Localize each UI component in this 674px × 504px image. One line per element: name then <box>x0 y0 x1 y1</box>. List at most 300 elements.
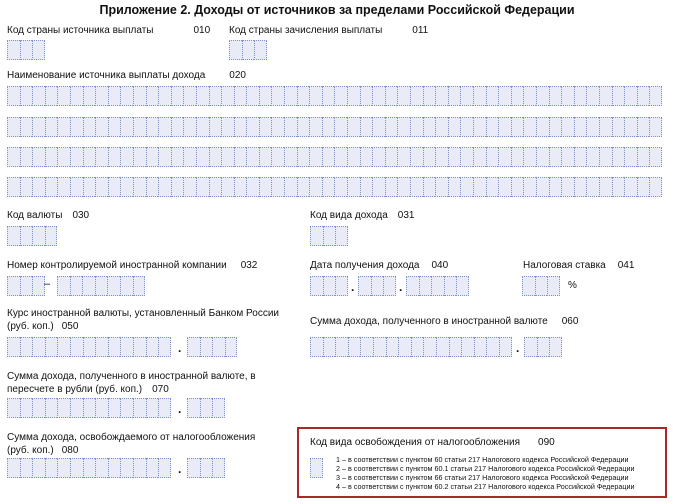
input-cell[interactable] <box>45 86 58 106</box>
input-cell[interactable] <box>574 117 587 137</box>
input-cell[interactable] <box>473 147 486 167</box>
input-cell[interactable] <box>183 117 196 137</box>
input-cell[interactable] <box>410 86 423 106</box>
input-cell[interactable] <box>70 86 83 106</box>
input-cell[interactable] <box>649 177 662 197</box>
input-cell[interactable] <box>7 40 20 60</box>
input-cell[interactable] <box>45 398 58 418</box>
input-cell[interactable] <box>385 117 398 137</box>
input-cell[interactable] <box>460 86 473 106</box>
input-cell[interactable] <box>120 337 133 357</box>
input-cell[interactable] <box>108 177 121 197</box>
input-cell[interactable] <box>120 458 133 478</box>
rub-amount-frac[interactable] <box>187 398 225 418</box>
input-cell[interactable] <box>183 147 196 167</box>
input-cell[interactable] <box>297 177 310 197</box>
input-cell[interactable] <box>444 276 457 296</box>
input-cell[interactable] <box>385 177 398 197</box>
tax-rate-input[interactable] <box>522 276 560 296</box>
input-cell[interactable] <box>209 177 222 197</box>
input-cell[interactable] <box>397 86 410 106</box>
input-cell[interactable] <box>196 147 209 167</box>
input-cell[interactable] <box>323 226 336 246</box>
input-cell[interactable] <box>187 337 200 357</box>
input-cell[interactable] <box>599 147 612 167</box>
input-cell[interactable] <box>536 177 549 197</box>
input-cell[interactable] <box>187 398 200 418</box>
input-cell[interactable] <box>371 276 384 296</box>
input-cell[interactable] <box>246 86 259 106</box>
input-cell[interactable] <box>297 86 310 106</box>
input-cell[interactable] <box>574 177 587 197</box>
input-cell[interactable] <box>45 147 58 167</box>
input-cell[interactable] <box>108 147 121 167</box>
input-cell[interactable] <box>423 86 436 106</box>
input-cell[interactable] <box>448 147 461 167</box>
input-cell[interactable] <box>586 117 599 137</box>
input-cell[interactable] <box>523 147 536 167</box>
input-cell[interactable] <box>70 398 83 418</box>
input-cell[interactable] <box>297 147 310 167</box>
input-cell[interactable] <box>32 398 45 418</box>
input-cell[interactable] <box>435 177 448 197</box>
input-cell[interactable] <box>271 147 284 167</box>
input-cell[interactable] <box>234 117 247 137</box>
input-cell[interactable] <box>183 86 196 106</box>
input-cell[interactable] <box>70 117 83 137</box>
input-cell[interactable] <box>259 147 272 167</box>
input-cell[interactable] <box>322 86 335 106</box>
input-cell[interactable] <box>242 40 255 60</box>
input-cell[interactable] <box>309 147 322 167</box>
input-cell[interactable] <box>448 117 461 137</box>
input-cell[interactable] <box>284 147 297 167</box>
input-cell[interactable] <box>108 398 121 418</box>
input-cell[interactable] <box>334 117 347 137</box>
input-cell[interactable] <box>612 117 625 137</box>
input-cell[interactable] <box>259 177 272 197</box>
input-cell[interactable] <box>347 86 360 106</box>
input-cell[interactable] <box>612 177 625 197</box>
input-cell[interactable] <box>561 177 574 197</box>
input-cell[interactable] <box>196 86 209 106</box>
input-cell[interactable] <box>32 40 45 60</box>
input-cell[interactable] <box>498 117 511 137</box>
source-name-row-2[interactable] <box>7 117 662 137</box>
input-cell[interactable] <box>20 458 33 478</box>
input-cell[interactable] <box>212 398 225 418</box>
input-cell[interactable] <box>133 117 146 137</box>
input-cell[interactable] <box>284 86 297 106</box>
input-cell[interactable] <box>348 337 361 357</box>
input-cell[interactable] <box>246 117 259 137</box>
input-cell[interactable] <box>536 117 549 137</box>
input-cell[interactable] <box>322 117 335 137</box>
input-cell[interactable] <box>70 276 83 296</box>
input-cell[interactable] <box>83 398 96 418</box>
input-cell[interactable] <box>406 276 419 296</box>
input-cell[interactable] <box>549 117 562 137</box>
input-cell[interactable] <box>461 337 474 357</box>
input-cell[interactable] <box>372 117 385 137</box>
input-cell[interactable] <box>70 177 83 197</box>
input-cell[interactable] <box>624 117 637 137</box>
input-cell[interactable] <box>383 276 396 296</box>
input-cell[interactable] <box>398 337 411 357</box>
input-cell[interactable] <box>83 177 96 197</box>
input-cell[interactable] <box>7 398 20 418</box>
input-cell[interactable] <box>45 226 58 246</box>
input-cell[interactable] <box>599 117 612 137</box>
input-cell[interactable] <box>221 86 234 106</box>
input-cell[interactable] <box>32 276 45 296</box>
input-cell[interactable] <box>95 117 108 137</box>
input-cell[interactable] <box>32 337 45 357</box>
input-cell[interactable] <box>95 398 108 418</box>
input-cell[interactable] <box>473 86 486 106</box>
input-cell[interactable] <box>20 226 33 246</box>
input-cell[interactable] <box>146 337 159 357</box>
input-cell[interactable] <box>473 177 486 197</box>
input-cell[interactable] <box>347 177 360 197</box>
input-cell[interactable] <box>221 147 234 167</box>
input-cell[interactable] <box>536 147 549 167</box>
cfc-number-part1[interactable] <box>7 276 45 296</box>
input-cell[interactable] <box>523 117 536 137</box>
input-cell[interactable] <box>637 117 650 137</box>
input-cell[interactable] <box>158 86 171 106</box>
input-cell[interactable] <box>83 337 96 357</box>
input-cell[interactable] <box>158 117 171 137</box>
input-cell[interactable] <box>171 86 184 106</box>
input-cell[interactable] <box>120 147 133 167</box>
input-cell[interactable] <box>423 147 436 167</box>
input-cell[interactable] <box>120 86 133 106</box>
input-cell[interactable] <box>536 86 549 106</box>
input-cell[interactable] <box>45 117 58 137</box>
input-cell[interactable] <box>360 117 373 137</box>
input-cell[interactable] <box>435 117 448 137</box>
input-cell[interactable] <box>32 458 45 478</box>
input-cell[interactable] <box>309 177 322 197</box>
input-cell[interactable] <box>397 117 410 137</box>
input-cell[interactable] <box>448 177 461 197</box>
input-cell[interactable] <box>498 147 511 167</box>
input-cell[interactable] <box>200 398 213 418</box>
input-cell[interactable] <box>200 337 213 357</box>
input-cell[interactable] <box>209 86 222 106</box>
input-cell[interactable] <box>649 117 662 137</box>
input-cell[interactable] <box>310 458 323 478</box>
input-cell[interactable] <box>310 226 323 246</box>
input-cell[interactable] <box>133 458 146 478</box>
input-cell[interactable] <box>499 337 512 357</box>
input-cell[interactable] <box>20 276 33 296</box>
input-cell[interactable] <box>436 337 449 357</box>
input-cell[interactable] <box>57 458 70 478</box>
input-cell[interactable] <box>133 147 146 167</box>
exemption-code-input[interactable] <box>310 458 323 478</box>
input-cell[interactable] <box>511 117 524 137</box>
input-cell[interactable] <box>7 337 20 357</box>
input-cell[interactable] <box>334 177 347 197</box>
input-cell[interactable] <box>310 276 323 296</box>
input-cell[interactable] <box>212 458 225 478</box>
input-cell[interactable] <box>120 276 133 296</box>
input-cell[interactable] <box>423 177 436 197</box>
input-cell[interactable] <box>323 276 336 296</box>
input-cell[interactable] <box>234 86 247 106</box>
input-cell[interactable] <box>460 147 473 167</box>
input-cell[interactable] <box>83 458 96 478</box>
input-cell[interactable] <box>637 147 650 167</box>
input-cell[interactable] <box>498 86 511 106</box>
input-cell[interactable] <box>537 337 550 357</box>
income-type-input[interactable] <box>310 226 348 246</box>
input-cell[interactable] <box>549 177 562 197</box>
credit-country-input[interactable] <box>229 40 267 60</box>
input-cell[interactable] <box>7 458 20 478</box>
input-cell[interactable] <box>460 177 473 197</box>
input-cell[interactable] <box>20 40 33 60</box>
input-cell[interactable] <box>449 337 462 357</box>
input-cell[interactable] <box>146 86 159 106</box>
input-cell[interactable] <box>574 86 587 106</box>
input-cell[interactable] <box>57 337 70 357</box>
input-cell[interactable] <box>57 86 70 106</box>
input-cell[interactable] <box>32 117 45 137</box>
input-cell[interactable] <box>95 337 108 357</box>
input-cell[interactable] <box>171 117 184 137</box>
input-cell[interactable] <box>70 458 83 478</box>
input-cell[interactable] <box>309 86 322 106</box>
input-cell[interactable] <box>524 337 537 357</box>
input-cell[interactable] <box>83 86 96 106</box>
input-cell[interactable] <box>146 458 159 478</box>
input-cell[interactable] <box>271 177 284 197</box>
input-cell[interactable] <box>7 86 20 106</box>
input-cell[interactable] <box>246 177 259 197</box>
input-cell[interactable] <box>120 398 133 418</box>
input-cell[interactable] <box>83 117 96 137</box>
source-name-row-3[interactable] <box>7 147 662 167</box>
input-cell[interactable] <box>419 276 432 296</box>
income-date-month[interactable] <box>358 276 396 296</box>
input-cell[interactable] <box>297 117 310 137</box>
input-cell[interactable] <box>171 177 184 197</box>
exchange-rate-int[interactable] <box>7 337 171 357</box>
input-cell[interactable] <box>549 147 562 167</box>
input-cell[interactable] <box>133 86 146 106</box>
input-cell[interactable] <box>70 337 83 357</box>
input-cell[interactable] <box>460 117 473 137</box>
input-cell[interactable] <box>423 337 436 357</box>
input-cell[interactable] <box>7 276 20 296</box>
input-cell[interactable] <box>196 177 209 197</box>
input-cell[interactable] <box>95 458 108 478</box>
input-cell[interactable] <box>7 147 20 167</box>
cfc-number-part2[interactable] <box>57 276 145 296</box>
input-cell[interactable] <box>20 337 33 357</box>
input-cell[interactable] <box>586 86 599 106</box>
input-cell[interactable] <box>284 177 297 197</box>
input-cell[interactable] <box>259 117 272 137</box>
input-cell[interactable] <box>435 147 448 167</box>
input-cell[interactable] <box>133 177 146 197</box>
input-cell[interactable] <box>448 86 461 106</box>
exempt-amount-int[interactable] <box>7 458 171 478</box>
input-cell[interactable] <box>410 147 423 167</box>
input-cell[interactable] <box>410 117 423 137</box>
input-cell[interactable] <box>57 177 70 197</box>
input-cell[interactable] <box>254 40 267 60</box>
input-cell[interactable] <box>347 147 360 167</box>
input-cell[interactable] <box>133 398 146 418</box>
input-cell[interactable] <box>187 458 200 478</box>
income-date-year[interactable] <box>406 276 469 296</box>
input-cell[interactable] <box>386 337 399 357</box>
input-cell[interactable] <box>146 398 159 418</box>
input-cell[interactable] <box>20 86 33 106</box>
input-cell[interactable] <box>612 147 625 167</box>
input-cell[interactable] <box>271 86 284 106</box>
input-cell[interactable] <box>212 337 225 357</box>
input-cell[interactable] <box>146 147 159 167</box>
input-cell[interactable] <box>372 147 385 167</box>
input-cell[interactable] <box>498 177 511 197</box>
foreign-amount-int[interactable] <box>310 337 512 357</box>
input-cell[interactable] <box>574 147 587 167</box>
input-cell[interactable] <box>522 276 535 296</box>
input-cell[interactable] <box>108 86 121 106</box>
input-cell[interactable] <box>335 337 348 357</box>
input-cell[interactable] <box>549 337 562 357</box>
input-cell[interactable] <box>95 276 108 296</box>
input-cell[interactable] <box>373 337 386 357</box>
input-cell[interactable] <box>95 177 108 197</box>
input-cell[interactable] <box>586 147 599 167</box>
input-cell[interactable] <box>234 177 247 197</box>
input-cell[interactable] <box>561 147 574 167</box>
input-cell[interactable] <box>511 147 524 167</box>
input-cell[interactable] <box>57 147 70 167</box>
input-cell[interactable] <box>637 177 650 197</box>
input-cell[interactable] <box>599 177 612 197</box>
rub-amount-int[interactable] <box>7 398 171 418</box>
input-cell[interactable] <box>20 117 33 137</box>
input-cell[interactable] <box>523 177 536 197</box>
input-cell[interactable] <box>624 147 637 167</box>
input-cell[interactable] <box>108 117 121 137</box>
input-cell[interactable] <box>309 117 322 137</box>
input-cell[interactable] <box>133 337 146 357</box>
input-cell[interactable] <box>486 337 499 357</box>
source-name-row-1[interactable] <box>7 86 662 106</box>
input-cell[interactable] <box>397 147 410 167</box>
input-cell[interactable] <box>7 177 20 197</box>
input-cell[interactable] <box>411 337 424 357</box>
input-cell[interactable] <box>372 177 385 197</box>
input-cell[interactable] <box>83 147 96 167</box>
input-cell[interactable] <box>70 147 83 167</box>
input-cell[interactable] <box>158 458 171 478</box>
input-cell[interactable] <box>7 226 20 246</box>
input-cell[interactable] <box>284 117 297 137</box>
input-cell[interactable] <box>158 337 171 357</box>
input-cell[interactable] <box>20 147 33 167</box>
input-cell[interactable] <box>32 226 45 246</box>
input-cell[interactable] <box>158 398 171 418</box>
input-cell[interactable] <box>473 117 486 137</box>
exempt-amount-frac[interactable] <box>187 458 225 478</box>
input-cell[interactable] <box>561 117 574 137</box>
input-cell[interactable] <box>322 147 335 167</box>
input-cell[interactable] <box>196 117 209 137</box>
input-cell[interactable] <box>146 177 159 197</box>
exchange-rate-frac[interactable] <box>187 337 237 357</box>
input-cell[interactable] <box>486 177 499 197</box>
source-country-input[interactable] <box>7 40 45 60</box>
input-cell[interactable] <box>649 86 662 106</box>
input-cell[interactable] <box>120 177 133 197</box>
input-cell[interactable] <box>410 177 423 197</box>
input-cell[interactable] <box>108 337 121 357</box>
input-cell[interactable] <box>561 86 574 106</box>
input-cell[interactable] <box>474 337 487 357</box>
input-cell[interactable] <box>133 276 146 296</box>
source-name-row-4[interactable] <box>7 177 662 197</box>
input-cell[interactable] <box>146 117 159 137</box>
input-cell[interactable] <box>511 86 524 106</box>
input-cell[interactable] <box>259 86 272 106</box>
input-cell[interactable] <box>229 40 242 60</box>
input-cell[interactable] <box>456 276 469 296</box>
input-cell[interactable] <box>335 226 348 246</box>
input-cell[interactable] <box>95 147 108 167</box>
input-cell[interactable] <box>171 147 184 167</box>
input-cell[interactable] <box>310 337 323 357</box>
input-cell[interactable] <box>20 177 33 197</box>
input-cell[interactable] <box>32 177 45 197</box>
input-cell[interactable] <box>334 86 347 106</box>
input-cell[interactable] <box>486 117 499 137</box>
input-cell[interactable] <box>108 458 121 478</box>
input-cell[interactable] <box>372 86 385 106</box>
input-cell[interactable] <box>486 147 499 167</box>
input-cell[interactable] <box>45 458 58 478</box>
input-cell[interactable] <box>209 117 222 137</box>
input-cell[interactable] <box>385 86 398 106</box>
input-cell[interactable] <box>158 147 171 167</box>
input-cell[interactable] <box>323 337 336 357</box>
input-cell[interactable] <box>535 276 548 296</box>
input-cell[interactable] <box>158 177 171 197</box>
input-cell[interactable] <box>32 86 45 106</box>
input-cell[interactable] <box>20 398 33 418</box>
input-cell[interactable] <box>358 276 371 296</box>
input-cell[interactable] <box>360 147 373 167</box>
input-cell[interactable] <box>45 337 58 357</box>
input-cell[interactable] <box>225 337 238 357</box>
input-cell[interactable] <box>335 276 348 296</box>
input-cell[interactable] <box>57 276 70 296</box>
input-cell[interactable] <box>624 177 637 197</box>
input-cell[interactable] <box>221 117 234 137</box>
input-cell[interactable] <box>271 117 284 137</box>
input-cell[interactable] <box>431 276 444 296</box>
input-cell[interactable] <box>120 117 133 137</box>
input-cell[interactable] <box>435 86 448 106</box>
